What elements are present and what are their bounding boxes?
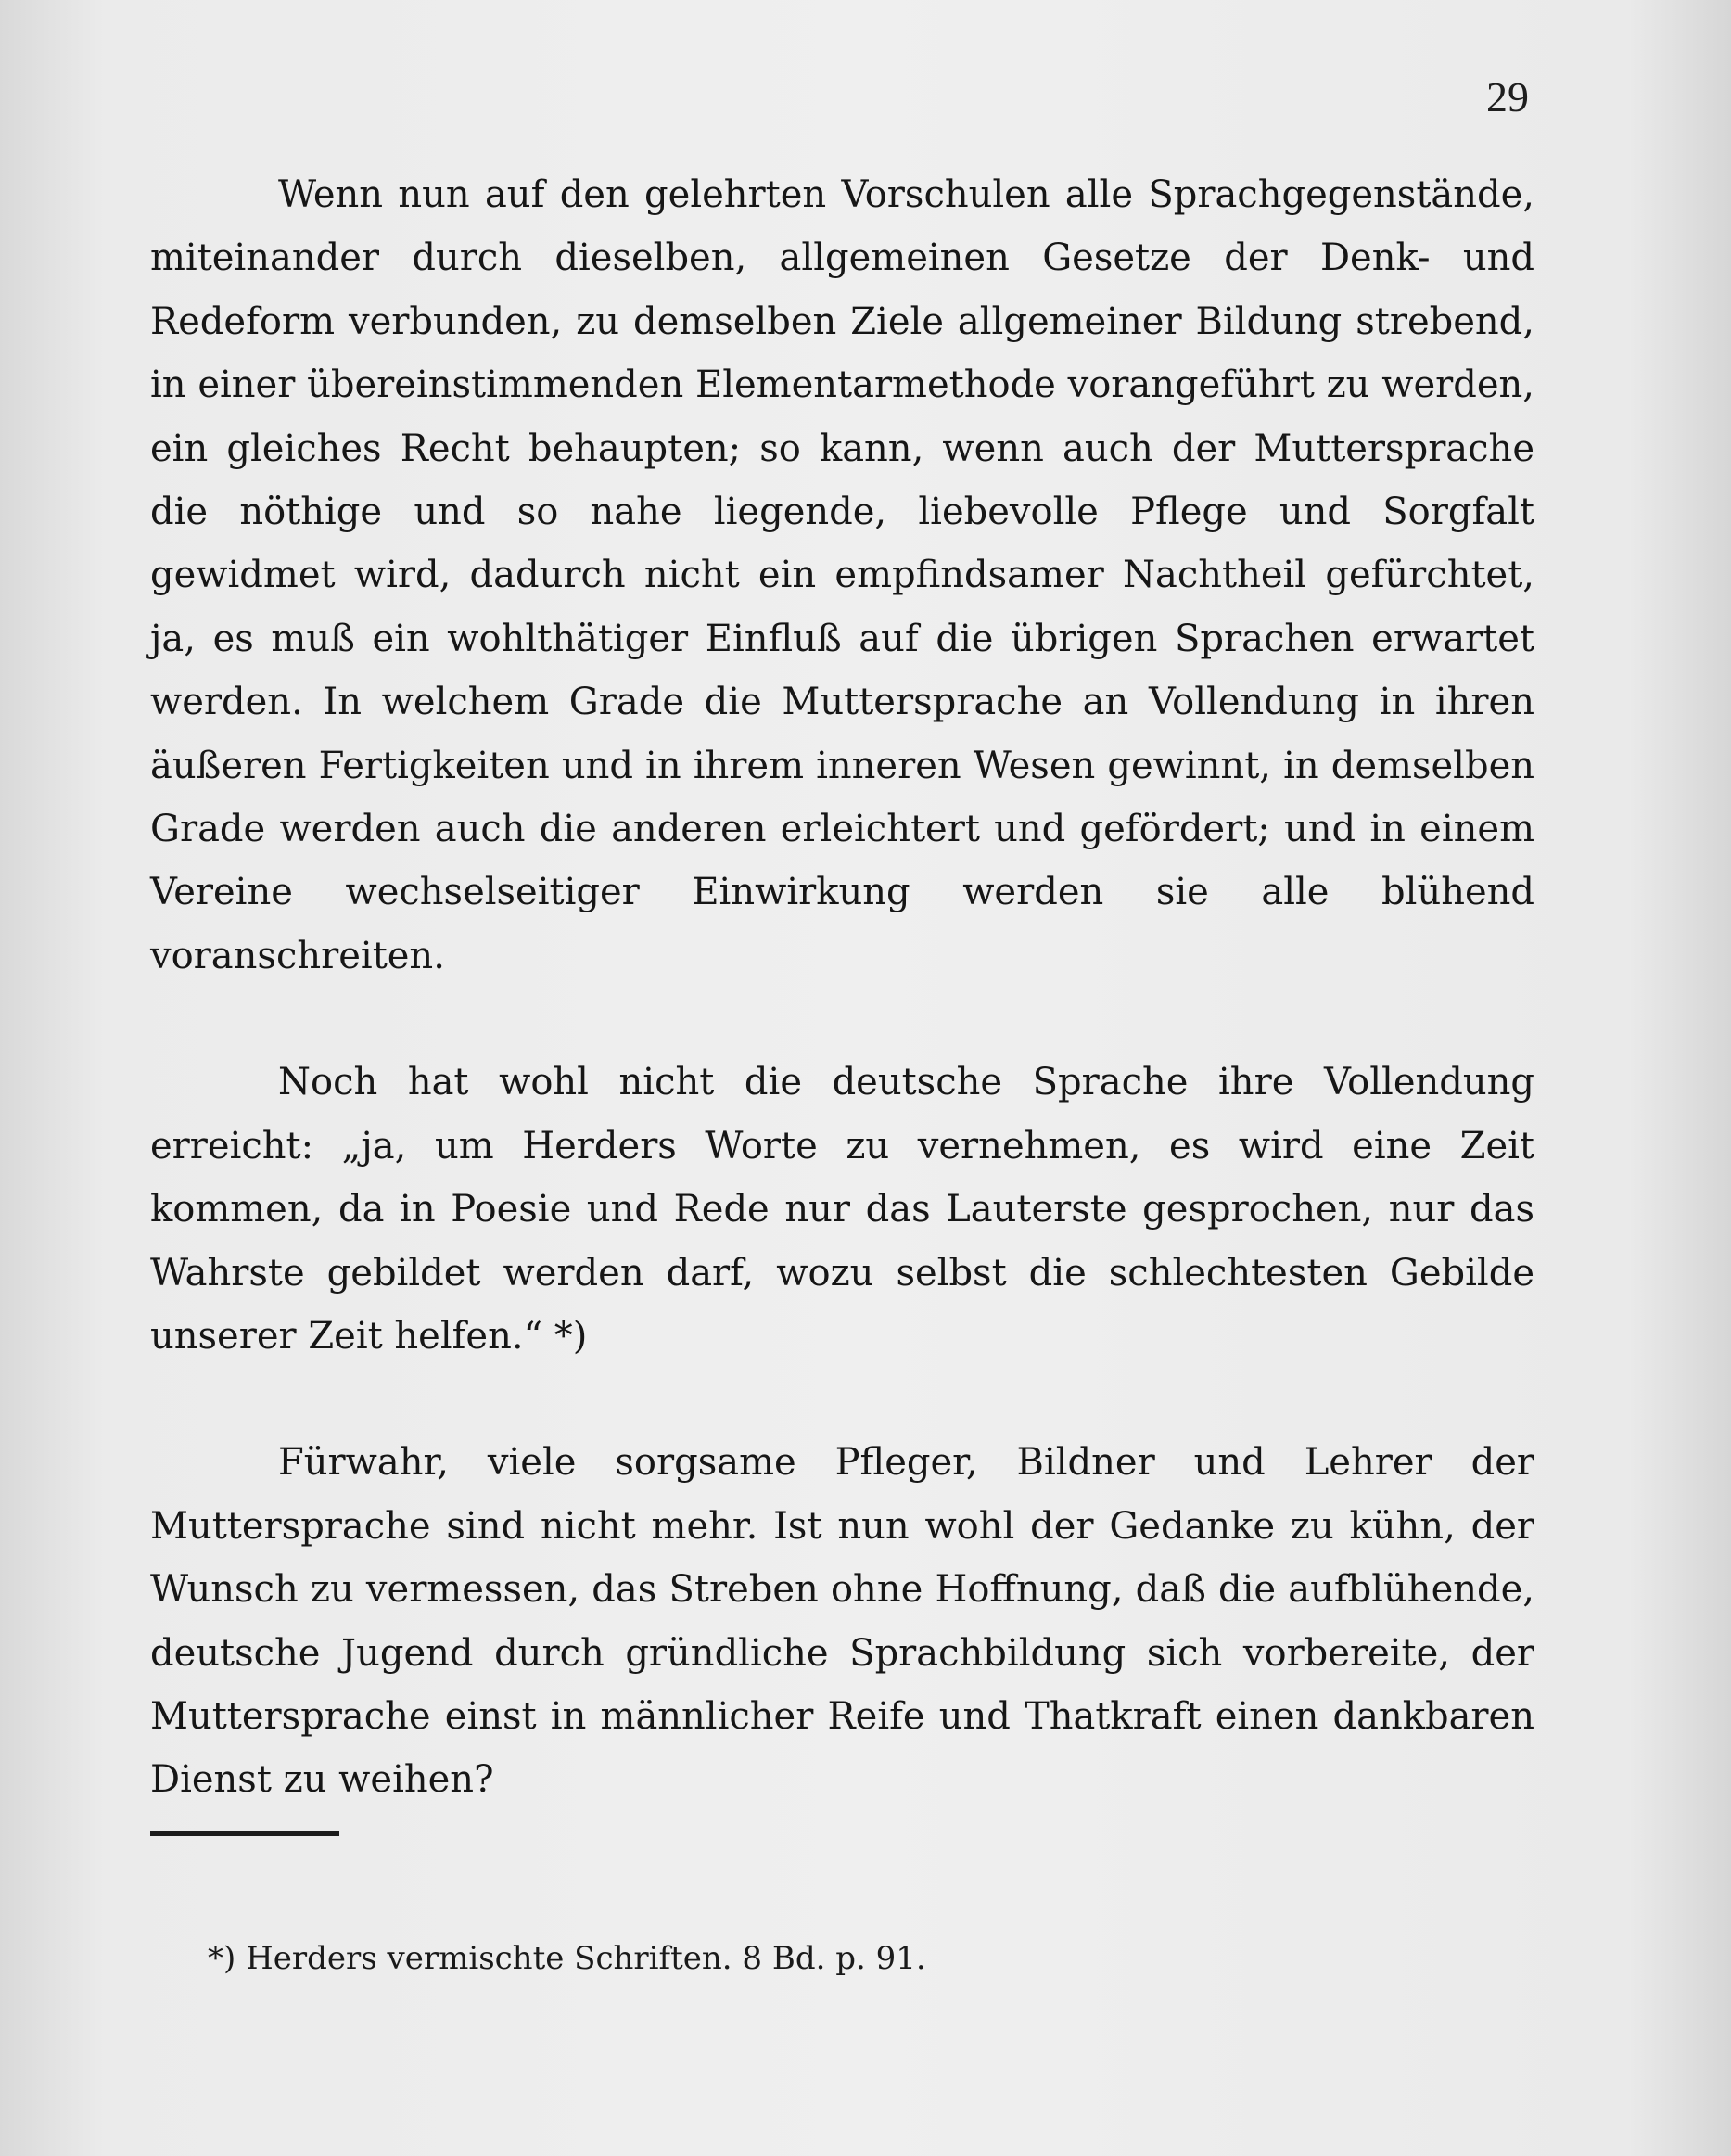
paragraph-1: Wenn nun auf den gelehrten Vorschulen alle Sprachgegenstände, miteinander durch dieselben, allgemeinen Gesetze der Denk- und Redeform verbunden, zu demselben Ziele allgemeiner Bildung strebend, in einer übereinstimmenden Elementarmethode vorangeführt zu werden, ein gleiches Recht behaupten; so kann, wenn auch der Muttersprache die nöthige und so nahe liegende, liebevolle Pflege und Sorgfalt gewidmet wird, dadurch nicht ein empfindsamer Nachtheil gefürchtet, ja, es muß ein wohlthätiger Einfluß auf die übrigen Sprachen erwartet werden. In welchem Grade die Muttersprache an Vollendung in ihren äußeren Fertigkeiten und in ihrem inneren Wesen gewinnt, in demselben Grade werden auch die anderen erleichtert und gefördert; und in einem Vereine wechselseitiger Einwirkung werden sie alle blühend voranschreiten. <box>150 173 1534 977</box>
page-number: 29 <box>1486 73 1529 121</box>
paragraph-2: Noch hat wohl nicht die deutsche Sprache ihre Vollendung erreicht: „ja, um Herders Worte zu vernehmen, es wird eine Zeit kommen, da in Poesie und Rede nur das Lauterste gesprochen, nur das Wahrste gebildet werden darf, wozu selbst die schlechtesten Gebilde unserer Zeit helfen.“ *) <box>150 1061 1534 1358</box>
footnote: *) Herders vermischte Schriften. 8 Bd. p. 91. <box>208 1940 926 1977</box>
body-text <box>150 163 1534 1812</box>
footnote-separator <box>150 1831 339 1836</box>
paragraph-3: Fürwahr, viele sorgsame Pfleger, Bildner und Lehrer der Muttersprache sind nicht mehr. Ist nun wohl der Gedanke zu kühn, der Wunsch zu vermessen, das Streben ohne Hoffnung, daß die aufblühende, deutsche Jugend durch gründliche Sprachbildung sich vorbereite, der Muttersprache einst in männlicher Reife und Thatkraft einen dankbaren Dienst zu weihen? <box>150 1441 1534 1802</box>
